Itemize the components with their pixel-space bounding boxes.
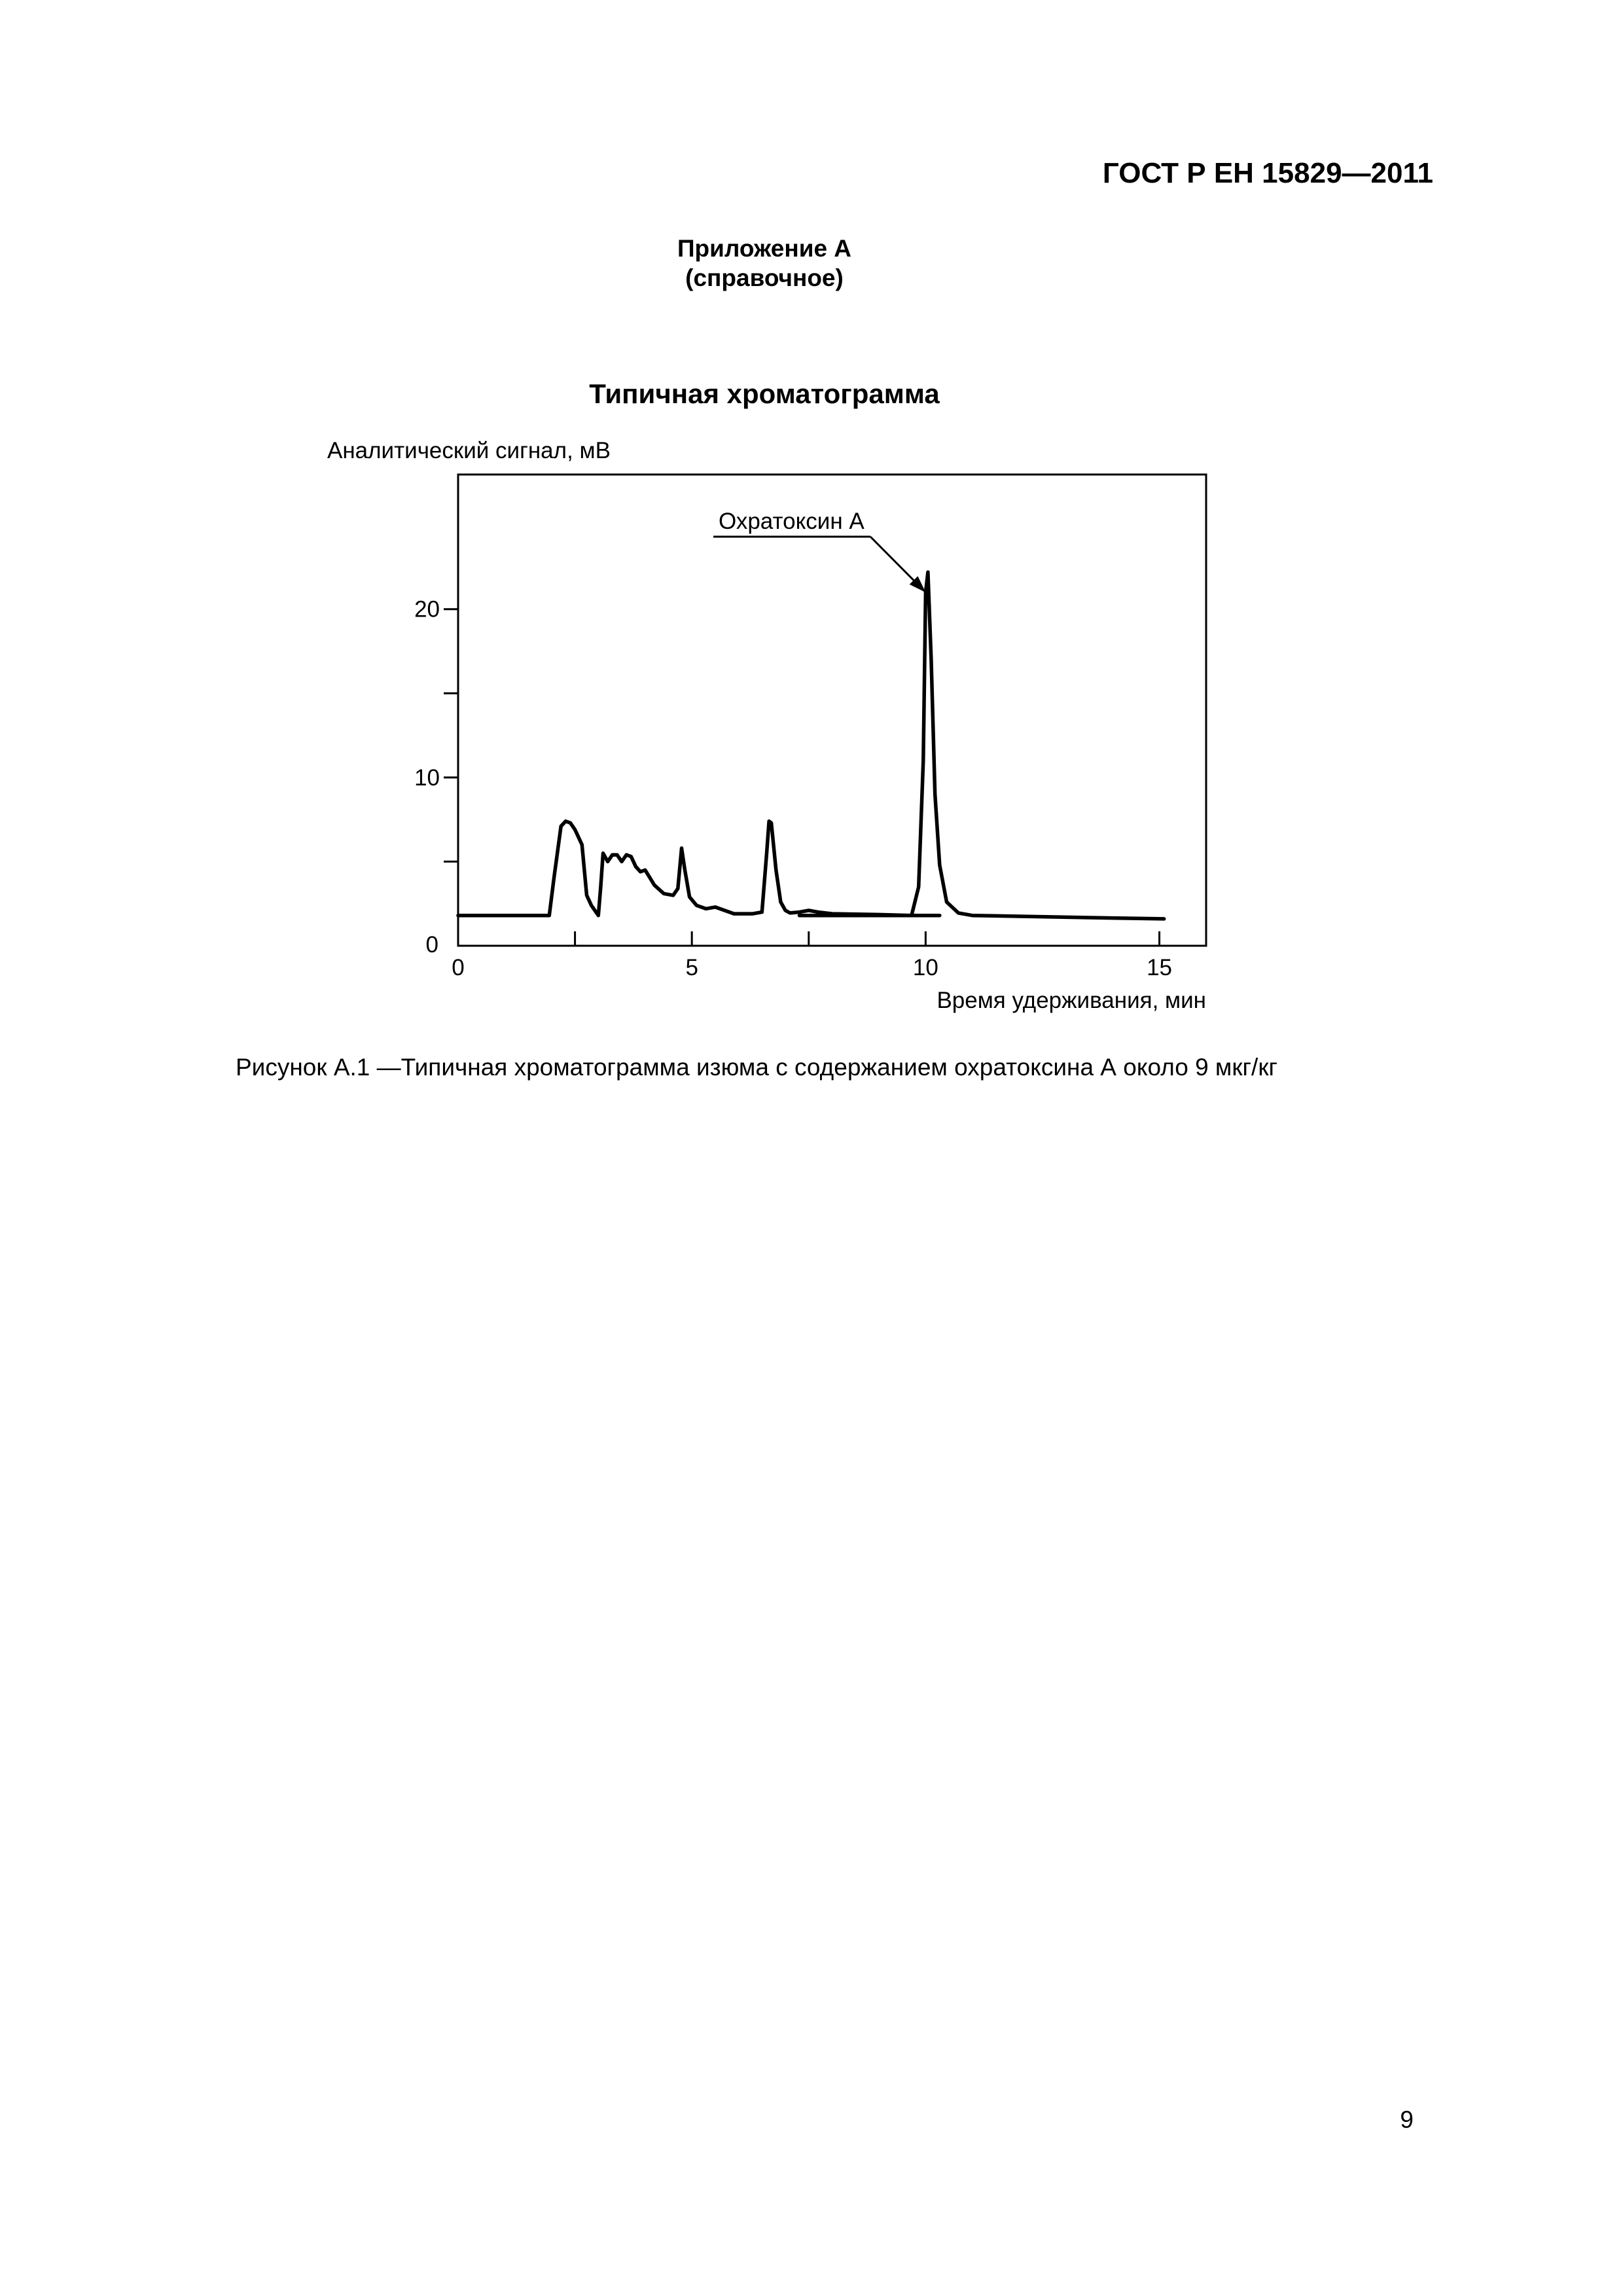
y-axis-label: Аналитический сигнал, мВ	[327, 438, 611, 463]
y-tick-label: 10	[414, 764, 440, 791]
annotation-label: Охратоксин А	[719, 509, 865, 534]
x-tick-label: 0	[452, 955, 465, 980]
series-layer	[458, 572, 1164, 919]
page-number: 9	[1400, 2106, 1414, 2133]
document-code: ГОСТ Р ЕН 15829—2011	[1102, 157, 1433, 189]
figure-caption: Рисунок А.1 —Типичная хроматограмма изюма с содержанием охратоксина А около 9 мкг/кг	[236, 1054, 1278, 1081]
y-tick-label: 0	[425, 932, 438, 958]
x-tick-label: 15	[1147, 955, 1173, 980]
chromatogram-chart	[0, 0, 1623, 1047]
plot-frame	[458, 475, 1206, 946]
annex-type: (справочное)	[685, 264, 844, 291]
x-tick-label: 5	[685, 955, 698, 980]
chart-title: Типичная хроматограмма	[589, 378, 940, 409]
x-axis-label: Время удерживания, мин	[936, 988, 1206, 1013]
x-tick-label: 10	[912, 955, 938, 980]
chromatogram-trace	[458, 572, 1164, 919]
y-tick-label: 20	[414, 596, 440, 622]
axis-ticks	[414, 597, 1172, 980]
annex-title: Приложение А	[677, 235, 852, 262]
